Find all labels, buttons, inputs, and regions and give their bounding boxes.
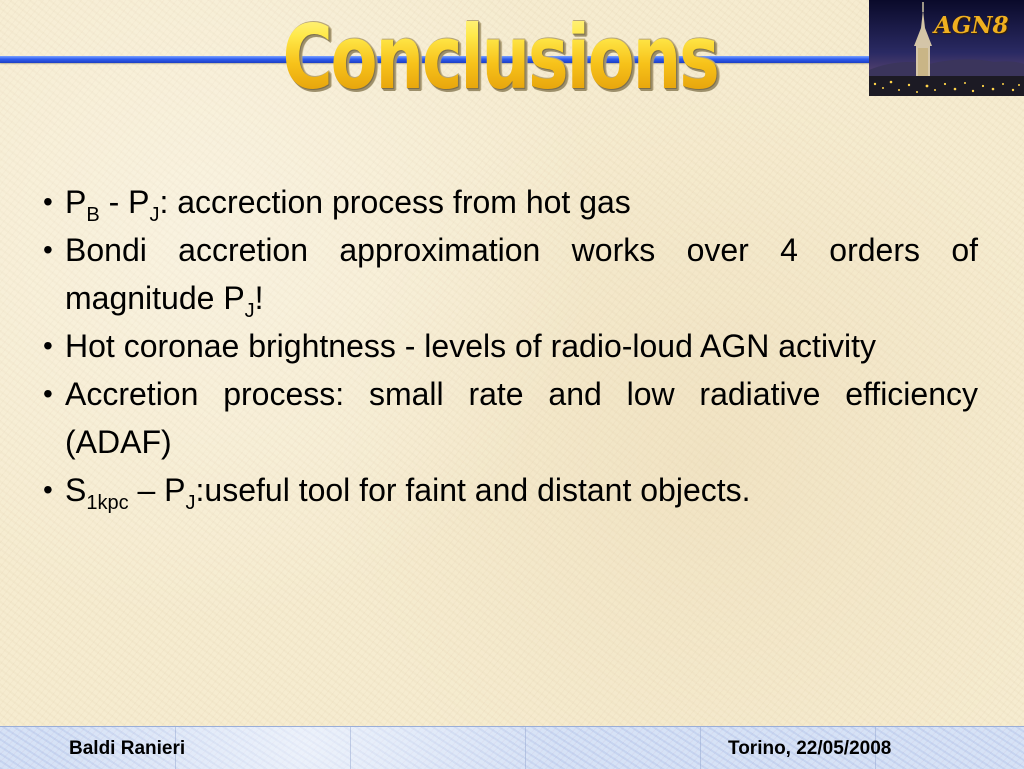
- bullet-text: - P: [99, 184, 150, 220]
- bullet-item: [40, 370, 978, 466]
- bullet-text: – P: [128, 472, 186, 508]
- bullet-marker: •: [43, 186, 53, 217]
- bullet-item: [40, 466, 978, 514]
- bullet-marker: •: [43, 330, 53, 361]
- bullet-subscript: J: [244, 300, 255, 322]
- bullet-marker: •: [43, 474, 53, 505]
- bullet-text: Bondi accretion approximation works over 4 orders of magnitude P: [65, 232, 978, 316]
- bullet-text: : accrection process from hot gas: [159, 184, 631, 220]
- bullet-item: [40, 178, 978, 226]
- bullet-subscript: 1kpc: [86, 492, 129, 514]
- conference-logo: [869, 0, 1024, 96]
- bullet-subscript: J: [149, 204, 160, 226]
- bullet-item: [40, 226, 978, 322]
- bullet-text: Hot coronae brightness - levels of radio-loud AGN activity: [65, 328, 877, 364]
- bullet-text: Accretion process: small rate and low radiative efficiency (ADAF): [65, 376, 978, 460]
- bullet-text: :useful tool for faint and distant objects.: [195, 472, 751, 508]
- bullet-marker: •: [43, 234, 53, 265]
- bullet-text: P: [65, 184, 87, 220]
- logo-text: AGN8: [934, 12, 1009, 39]
- footer: [0, 726, 1024, 769]
- footer-author: Baldi Ranieri: [69, 738, 186, 759]
- bullet-item: [40, 322, 978, 370]
- bullet-text: S: [65, 472, 87, 508]
- footer-place-date: Torino, 22/05/2008: [728, 738, 892, 759]
- slide-title: Conclusions: [266, 2, 734, 114]
- bullet-subscript: J: [185, 492, 196, 514]
- bullet-subscript: B: [86, 204, 100, 226]
- conclusions-list: [40, 178, 978, 514]
- bullet-text: !: [254, 280, 264, 316]
- bullet-marker: •: [43, 378, 53, 409]
